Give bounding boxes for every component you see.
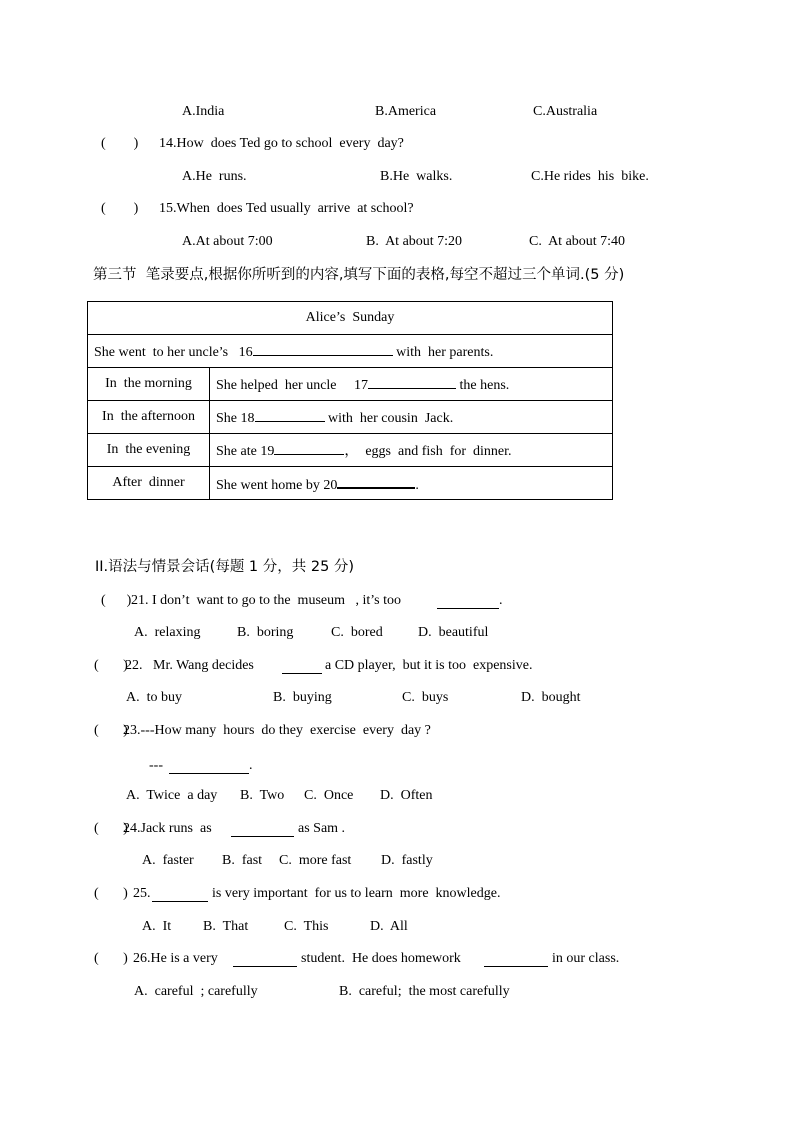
q22-option-c: C. buys [402, 690, 449, 705]
time-label-morning: In the morning [88, 368, 210, 401]
q24-answer-blank[interactable]: ( ) [94, 821, 128, 836]
time-label-after-dinner: After dinner [88, 467, 210, 500]
q25-text-end: is very important for us to learn more knowledge. [212, 886, 501, 901]
table-row [210, 401, 613, 434]
q15-option-c: C. At about 7:40 [529, 234, 626, 249]
q23-option-d: D. Often [380, 788, 433, 803]
q26-text-mid: student. He does homework [301, 951, 461, 966]
q14-option-b: B.He walks. [380, 169, 453, 184]
q21-option-c: C. bored [331, 625, 383, 640]
q14-option-c: C.He rides his bike. [531, 169, 649, 184]
q26-fill-blank-2[interactable] [484, 952, 548, 967]
q26-option-b: B. careful; the most carefully [339, 984, 510, 999]
q24-option-b: B. fast [222, 853, 263, 868]
q23-reply-prefix: --- [149, 758, 163, 773]
q25-option-b: B. That [203, 919, 249, 934]
q22-option-a: A. to buy [126, 690, 182, 705]
q21-option-a: A. relaxing [134, 625, 201, 640]
table-row [210, 434, 613, 467]
q23-fill-blank[interactable] [169, 759, 249, 774]
q24-option-a: A. faster [142, 853, 194, 868]
q21-answer-blank[interactable]: ( ) [101, 593, 132, 608]
q22-option-b: B. buying [273, 690, 332, 705]
q24-text-end: as Sam . [298, 821, 346, 836]
q23-period: . [249, 758, 253, 773]
row-text: . [415, 477, 419, 493]
row-text: She ate 19 [216, 444, 275, 459]
row-text: with her parents. [392, 345, 494, 360]
q24-text: 24.Jack runs as [123, 821, 212, 836]
q24-option-d: D. fastly [381, 853, 433, 868]
row-text: She helped her uncle 17 [216, 378, 369, 393]
blank-16[interactable] [253, 341, 393, 356]
table-title: Alice’s Sunday [88, 302, 613, 335]
q22-text: 22. Mr. Wang decides [125, 658, 254, 673]
q26-text-end: in our class. [552, 951, 620, 966]
q25-option-a: A. It [142, 919, 172, 934]
q15-option-a: A.At about 7:00 [182, 234, 273, 249]
q13-option-c: C.Australia [533, 104, 598, 119]
row-text: the hens. [456, 378, 510, 393]
q14-option-a: A.He runs. [182, 169, 247, 184]
q23-option-b: B. Two [240, 788, 285, 803]
row-text: She went home by 20 [216, 477, 338, 493]
blank-19[interactable] [274, 440, 344, 455]
q25-fill-blank[interactable] [152, 887, 208, 902]
q21-option-d: D. beautiful [418, 625, 489, 640]
q21-period: . [499, 593, 503, 608]
q15-text: 15.When does Ted usually arrive at school? [159, 201, 414, 216]
table-row [88, 335, 613, 368]
row-text: She went to her uncle’s 16 [94, 345, 253, 360]
q24-option-c: C. more fast [279, 853, 352, 868]
q23-answer-blank[interactable]: ( ) [94, 723, 128, 738]
q25-option-d: D. All [370, 919, 408, 934]
row-text: with her cousin Jack. [324, 411, 454, 426]
q25-answer-blank[interactable]: ( ) [94, 886, 128, 901]
blank-20[interactable] [337, 473, 415, 489]
q22-fill-blank[interactable] [282, 659, 322, 674]
q14-answer-blank[interactable]: ( ) [101, 136, 139, 151]
table-row [210, 467, 613, 500]
q13-option-a: A.India [182, 104, 225, 119]
q21-text: 21. I don’t want to go to the museum , it’s too [131, 593, 402, 608]
section3-heading: 第三节 笔录要点,根据你所听到的内容,填写下面的表格,每空不超过三个单词.(5 分) [93, 267, 625, 283]
q23-option-c: C. Once [304, 788, 354, 803]
row-text: ， eggs and fish for dinner. [344, 444, 512, 459]
q22-option-d: D. bought [521, 690, 581, 705]
q21-fill-blank[interactable] [437, 594, 499, 609]
q22-text-end: a CD player, but it is too expensive. [325, 658, 533, 673]
q24-fill-blank[interactable] [231, 822, 294, 837]
blank-18[interactable] [255, 407, 325, 422]
q13-option-b: B.America [375, 104, 437, 119]
q14-text: 14.How does Ted go to school every day? [159, 136, 404, 151]
q26-answer-blank[interactable]: ( ) [94, 951, 128, 966]
q15-answer-blank[interactable]: ( ) [101, 201, 139, 216]
q25-option-c: C. This [284, 919, 329, 934]
q26-text: 26.He is a very [133, 951, 218, 966]
q26-option-a: A. careful ; carefully [134, 984, 258, 999]
q26-fill-blank-1[interactable] [233, 952, 297, 967]
q23-text: 23.---How many hours do they exercise every day ? [123, 723, 431, 738]
q23-option-a: A. Twice a day [126, 788, 218, 803]
q25-text: 25. [133, 886, 151, 901]
blank-17[interactable] [368, 374, 456, 389]
q15-option-b: B. At about 7:20 [366, 234, 463, 249]
q21-option-b: B. boring [237, 625, 294, 640]
time-label-afternoon: In the afternoon [88, 401, 210, 434]
table-row [210, 368, 613, 401]
q22-answer-blank[interactable]: ( ) [94, 658, 128, 673]
time-label-evening: In the evening [88, 434, 210, 467]
row-text: She 18 [216, 411, 255, 426]
alice-sunday-table [87, 301, 613, 500]
part2-heading: II.语法与情景会话(每题 1 分，共 25 分) [95, 559, 355, 575]
